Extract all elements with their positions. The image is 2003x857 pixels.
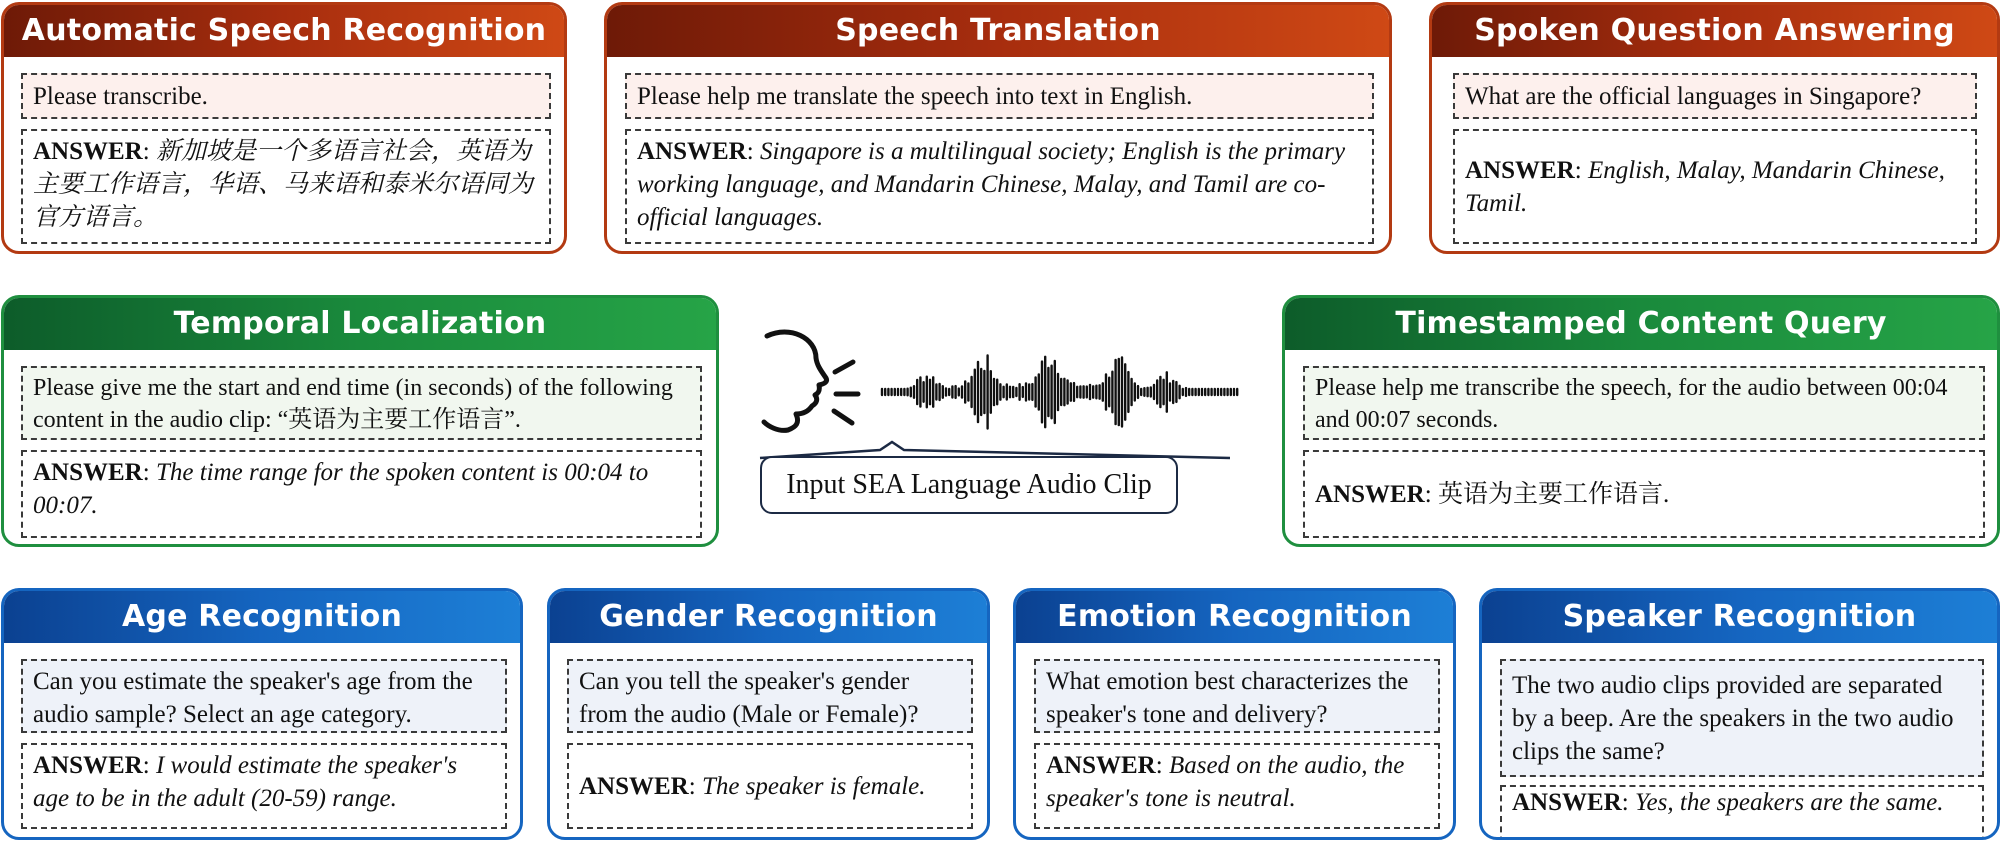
card-title: Automatic Speech Recognition [4,5,564,57]
card-title: Spoken Question Answering [1432,5,1997,57]
answer-box: ANSWER: The time range for the spoken content is 00:04 to 00:07. [21,450,702,538]
answer-text: 新加坡是一个多语言社会，英语为主要工作语言，华语、马来语和泰米尔语同为官方语言。 [33,138,534,231]
card-emotion-recognition [1013,588,1456,840]
question-box [21,73,551,119]
card-automatic-speech-recognition [1,2,567,254]
answer-text: I would estimate the speaker's age to be in the adult (20-59) range. [33,752,458,812]
card-gender-recognition [547,588,990,840]
question-text: What emotion best characterizes the speaker's tone and delivery? [1046,668,1409,728]
question-text: Please transcribe. [33,82,208,110]
question-box [21,366,702,440]
audio-clip-label: Input SEA Language Audio Clip [760,456,1178,514]
card-title: Speech Translation [607,5,1389,57]
answer-box: ANSWER: The speaker is female. [567,743,973,829]
answer-box: ANSWER: I would estimate the speaker's age to be in the adult (20-59) range. [21,743,507,829]
answer-box: ANSWER: Singapore is a multilingual society; English is the primary working language, and Mandarin Chinese, Malay, and Tamil are co-official languages. [625,129,1374,244]
card-timestamped-content-query [1282,295,2000,547]
card-temporal-localization [1,295,719,547]
answer-box: ANSWER: 新加坡是一个多语言社会，英语为主要工作语言，华语、马来语和泰米尔语同为官方语言。 [21,129,551,244]
answer-label: ANSWER [33,138,143,165]
sound-waveform-icon [882,356,1237,429]
answer-box: ANSWER: English, Malay, Mandarin Chinese, Tamil. [1453,129,1977,244]
answer-label: ANSWER [1512,789,1622,816]
question-text: Please help me translate the speech into text in English. [637,82,1193,110]
answer-text: Yes, the speakers are the same. [1634,789,1944,816]
question-text: Please help me transcribe the speech, for the audio between 00:04 and 00:07 seconds. [1315,375,1948,433]
answer-text: Singapore is a multilingual society; English is the primary working language, and Mandarin Chinese, Malay, and Tamil are co-official languages. [637,138,1346,231]
card-title: Speaker Recognition [1482,591,1997,643]
question-text: The two audio clips provided are separated by a beep. Are the speakers in the two audio clips the same? [1512,672,1954,765]
card-title: Gender Recognition [550,591,987,643]
answer-text: Based on the audio, the speaker's tone is neutral. [1046,752,1405,812]
answer-label: ANSWER [33,752,143,779]
answer-text: The time range for the spoken content is 00:04 to 00:07. [33,459,649,519]
card-speaker-recognition [1479,588,2000,840]
answer-label: ANSWER [579,772,689,800]
answer-label: ANSWER [1046,752,1156,779]
card-title: Timestamped Content Query [1285,298,1997,350]
answer-label: ANSWER [1465,156,1575,184]
question-text: Can you estimate the speaker's age from the audio sample? Select an age category. [33,668,473,728]
question-text: Can you tell the speaker's gender from the audio (Male or Female)? [579,668,919,728]
audio-illustration [740,320,1250,470]
answer-text: 英语为主要工作语言. [1437,480,1670,508]
card-title: Emotion Recognition [1016,591,1453,643]
question-box [21,659,507,733]
card-spoken-question-answering [1429,2,2000,254]
question-box [625,73,1374,119]
answer-label: ANSWER [1315,480,1425,508]
question-box [567,659,973,733]
speaking-head-icon [764,332,858,430]
answer-label: ANSWER [637,138,747,165]
card-speech-translation [604,2,1392,254]
question-box [1453,73,1977,119]
answer-box: ANSWER: Based on the audio, the speaker's tone is neutral. [1034,743,1440,829]
card-title: Temporal Localization [4,298,716,350]
card-title: Age Recognition [4,591,520,643]
question-box [1303,366,1985,440]
question-box [1500,659,1984,777]
question-box [1034,659,1440,733]
question-text: Please give me the start and end time (in seconds) of the following content in the audio clip: “英语为主要工作语言”. [33,375,673,433]
answer-text: The speaker is female. [701,772,926,800]
answer-label: ANSWER [33,459,143,486]
answer-box: ANSWER: 英语为主要工作语言. [1303,450,1985,538]
answer-text: English, Malay, Mandarin Chinese, Tamil. [1465,156,1945,217]
question-text: What are the official languages in Singapore? [1465,82,1922,110]
card-age-recognition [1,588,523,840]
answer-box: ANSWER: Yes, the speakers are the same. [1500,785,1984,840]
